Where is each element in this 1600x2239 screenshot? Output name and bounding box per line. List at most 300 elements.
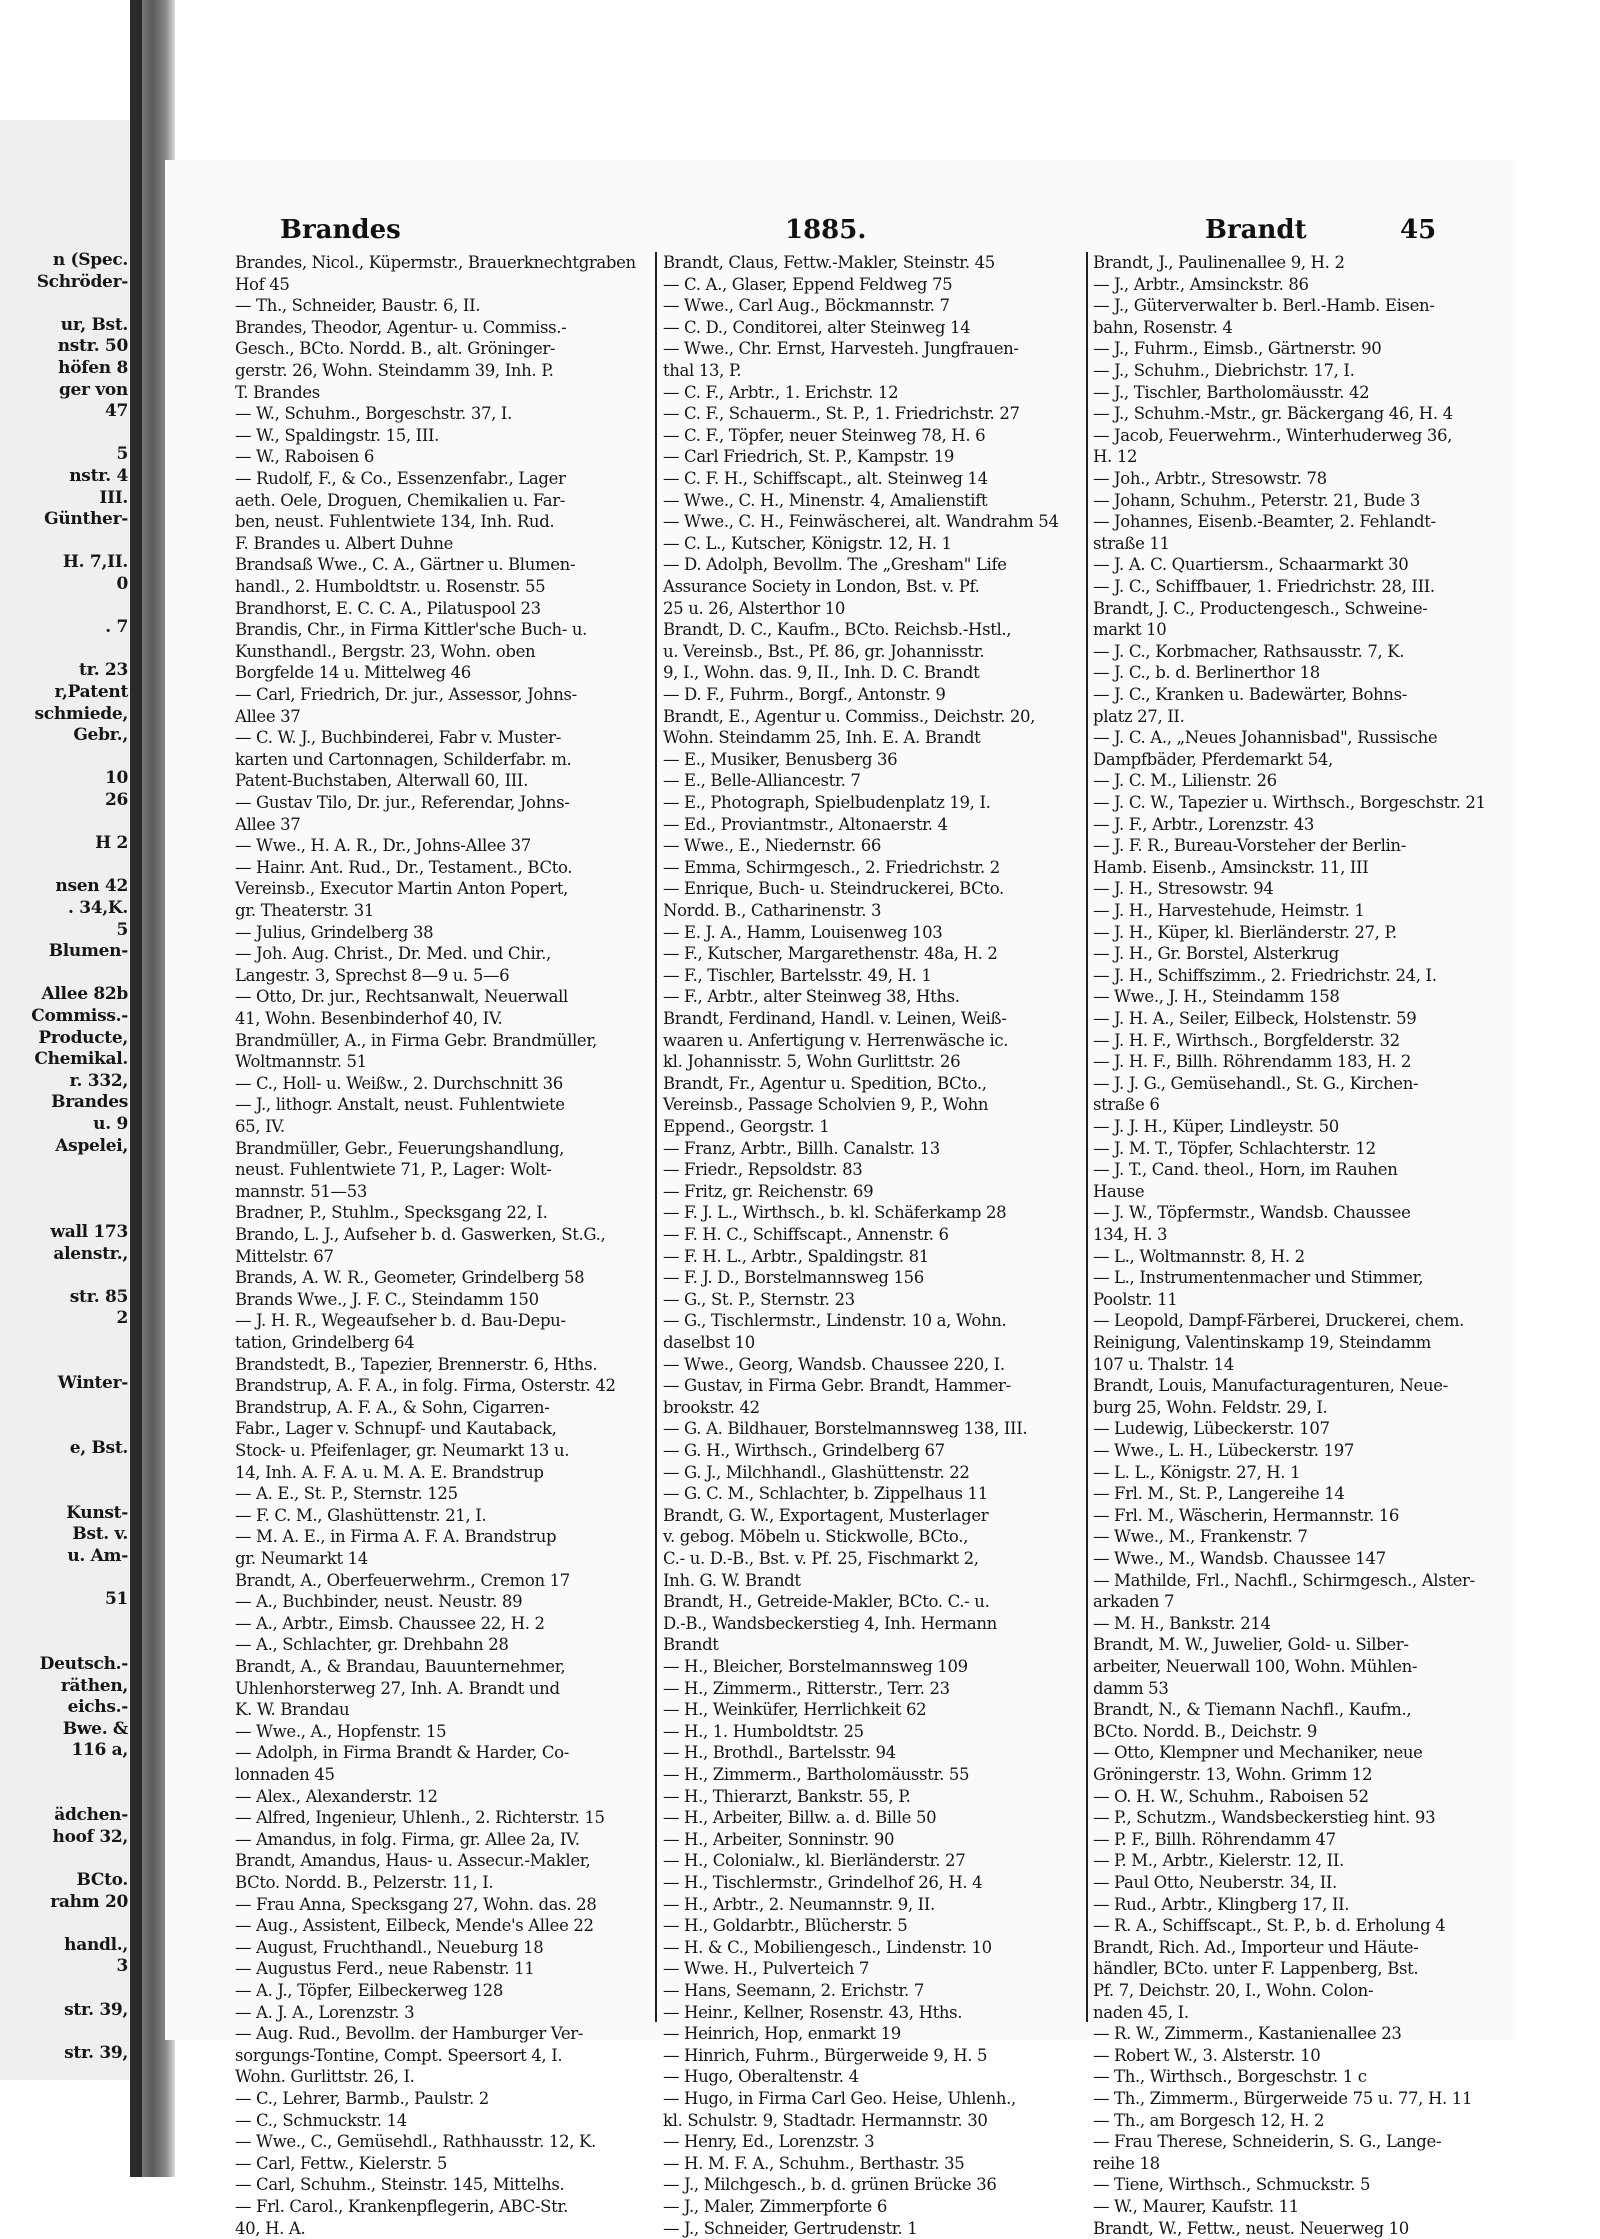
directory-entry-line: — H., Goldarbtr., Blücherstr. 5 xyxy=(663,1916,908,1936)
directory-entry-line: — Frau Anna, Specksgang 27, Wohn. das. 28 xyxy=(235,1894,597,1914)
directory-entry-line: — Amandus, in folg. Firma, gr. Allee 2a, IV. xyxy=(235,1829,580,1849)
previous-page-text: tr. 23 xyxy=(79,660,128,681)
directory-entry-line: Gesch., BCto. Nordd. B., alt. Gröninger- xyxy=(235,339,556,359)
directory-entry-line: — J. C. W., Tapezier u. Wirthsch., Borgeschstr. 21 xyxy=(1093,793,1486,812)
directory-entry-line: — Otto, Klempner und Mechaniker, neue xyxy=(1093,1743,1423,1763)
directory-entry-line: daselbst 10 xyxy=(663,1333,755,1352)
previous-page-text: str. 39, xyxy=(64,2042,128,2063)
directory-entry-line: — C. W. J., Buchbinderei, Fabr v. Muster- xyxy=(235,728,561,748)
directory-entry-line: — C. D., Conditorei, alter Steinweg 14 xyxy=(663,317,971,337)
directory-entry-line: — H., Zimmerm., Bartholomäusstr. 55 xyxy=(663,1765,970,1784)
directory-entry-line: Hause xyxy=(1093,1181,1145,1201)
directory-entry-line: — J. H. A., Seiler, Eilbeck, Holstenstr. 59 xyxy=(1093,1009,1417,1028)
directory-entry-line: — Gustav, in Firma Gebr. Brandt, Hammer- xyxy=(663,1376,1011,1396)
directory-entry-line: Brandt xyxy=(663,1635,719,1655)
directory-entry-line: BCto. Nordd. B., Deichstr. 9 xyxy=(1093,1721,1318,1741)
directory-entry-line: Wohn. Steindamm 25, Inh. E. A. Brandt xyxy=(663,728,981,748)
directory-entry-line: — J., Schneider, Gertrudenstr. 1 xyxy=(663,2218,918,2238)
previous-page-text: Günther- xyxy=(44,509,128,530)
directory-entry-line: — Wwe., M., Frankenstr. 7 xyxy=(1093,1527,1308,1547)
directory-entry-line: — Ludewig, Lübeckerstr. 107 xyxy=(1093,1419,1330,1439)
running-head-left: Brandes xyxy=(280,215,401,245)
directory-entry-line: — J. H. F., Billh. Röhrendamm 183, H. 2 xyxy=(1093,1052,1412,1072)
directory-entry-line: — J., Milchgesch., b. d. grünen Brücke 36 xyxy=(663,2175,997,2195)
directory-entry-line: — J., Schuhm., Diebrichstr. 17, I. xyxy=(1093,361,1355,380)
directory-entry-line: — H., Arbeiter, Billw. a. d. Bille 50 xyxy=(663,1808,937,1828)
directory-entry-line: Brandt, J. C., Productengesch., Schweine- xyxy=(1093,598,1428,618)
directory-entry-line: — W., Schuhm., Borgeschstr. 37, I. xyxy=(235,404,512,424)
directory-entry-line: — Jacob, Feuerwehrm., Winterhuderweg 36, xyxy=(1093,425,1453,445)
previous-page-text: nstr. 50 xyxy=(57,336,128,357)
directory-entry-line: — A., Arbtr., Eimsb. Chaussee 22, H. 2 xyxy=(235,1613,545,1633)
directory-entry-line: Mittelstr. 67 xyxy=(235,1246,334,1266)
directory-entry-line: — J. C. A., „Neues Johannisbad", Russische xyxy=(1093,728,1438,748)
previous-page-text: r,Patent xyxy=(54,682,128,702)
directory-entry-line: — F., Arbtr., alter Steinweg 38, Hths. xyxy=(663,987,960,1007)
directory-entry-line: — L., Woltmannstr. 8, H. 2 xyxy=(1093,1246,1305,1266)
previous-page-text: u. 9 xyxy=(93,1114,128,1134)
previous-page-text: handl., xyxy=(64,1934,128,1955)
previous-page-text: 5 xyxy=(116,444,128,465)
previous-page-text: nsen 42 xyxy=(55,876,128,897)
directory-entry-line: 107 u. Thalstr. 14 xyxy=(1093,1354,1234,1374)
directory-entry-line: waaren u. Anfertigung v. Herrenwäsche ic. xyxy=(663,1030,1009,1050)
directory-entry-line: — J. F., Arbtr., Lorenzstr. 43 xyxy=(1093,814,1315,834)
directory-entry-line: — J. T., Cand. theol., Horn, im Rauhen xyxy=(1093,1160,1398,1180)
directory-entry-line: — Robert W., 3. Alsterstr. 10 xyxy=(1093,2045,1321,2065)
directory-entry-line: — Wwe., A., Hopfenstr. 15 xyxy=(235,1721,447,1741)
directory-entry-line: — Aug., Assistent, Eilbeck, Mende's Allee 22 xyxy=(235,1916,594,1936)
directory-entry-line: — A., Schlachter, gr. Drehbahn 28 xyxy=(235,1635,509,1655)
column-3 xyxy=(1093,252,1505,2238)
directory-entry-line: — G. A. Bildhauer, Borstelmannsweg 138, III. xyxy=(663,1419,1028,1439)
previous-page-text: 51 xyxy=(104,1589,128,1610)
previous-page-text: e, Bst. xyxy=(69,1438,128,1458)
directory-entry-line: — Frau Therese, Schneiderin, S. G., Lange- xyxy=(1093,2132,1442,2152)
previous-page-text: . 34,K. xyxy=(67,898,128,918)
previous-page-text: str. 85 xyxy=(69,1286,128,1307)
directory-entry-line: — J. J. G., Gemüsehandl., St. G., Kirchen- xyxy=(1093,1073,1419,1093)
directory-entry-line: — F., Tischler, Bartelsstr. 49, H. 1 xyxy=(663,965,932,985)
directory-entry-line: Brandstrup, A. F. A., in folg. Firma, Osterstr. 42 xyxy=(235,1376,616,1396)
directory-entry-line: — Wwe., H. A. R., Dr., Johns-Allee 37 xyxy=(235,836,531,856)
directory-entry-line: — Friedr., Repsoldstr. 83 xyxy=(663,1160,863,1180)
directory-entry-line: — W., Maurer, Kaufstr. 11 xyxy=(1093,2197,1299,2216)
directory-entry-line: — A., Buchbinder, neust. Neustr. 89 xyxy=(235,1592,523,1612)
directory-entry-line: reihe 18 xyxy=(1093,2153,1160,2173)
directory-entry-line: Fabr., Lager v. Schnupf- und Kautaback, xyxy=(235,1419,557,1439)
directory-entry-line: — Th., Zimmerm., Bürgerweide 75 u. 77, H. 11 xyxy=(1093,2089,1473,2108)
directory-entry-line: — C. F., Schauerm., St. P., 1. Friedrichstr. 27 xyxy=(663,404,1020,424)
directory-entry-line: — J. C., Schiffbauer, 1. Friedrichstr. 28, III. xyxy=(1093,577,1435,596)
directory-entry-line: Vereinsb., Passage Scholvien 9, P., Wohn xyxy=(663,1095,989,1115)
directory-entry-line: Brandt, G. W., Exportagent, Musterlager xyxy=(663,1505,989,1525)
directory-entry-line: — H., Weinküfer, Herrlichkeit 62 xyxy=(663,1700,927,1720)
directory-entry-line: Brandstrup, A. F. A., & Sohn, Cigarren- xyxy=(235,1397,550,1417)
directory-entry-line: Wohn. Gurlittstr. 26, I. xyxy=(235,2067,415,2087)
directory-entry-line: C.- u. D.-B., Bst. v. Pf. 25, Fischmarkt 2, xyxy=(663,1549,979,1568)
directory-entry-line: — Frl. M., Wäscherin, Hermannstr. 16 xyxy=(1093,1505,1400,1525)
directory-entry-line: gr. Theaterstr. 31 xyxy=(235,901,375,920)
directory-entry-line: Brandt, Ferdinand, Handl. v. Leinen, Weiß- xyxy=(663,1009,1007,1028)
directory-entry-line: karten und Cartonnagen, Schilderfabr. m. xyxy=(235,749,572,769)
directory-entry-line: D.-B., Wandsbeckerstieg 4, Inh. Hermann xyxy=(663,1613,997,1633)
directory-entry-line: — Alfred, Ingenieur, Uhlenh., 2. Richterstr. 15 xyxy=(235,1808,605,1828)
directory-entry-line: — C. A., Glaser, Eppend Feldweg 75 xyxy=(663,274,953,294)
directory-entry-line: 134, H. 3 xyxy=(1093,1225,1168,1244)
directory-entry-line: — Adolph, in Firma Brandt & Harder, Co- xyxy=(235,1743,569,1763)
previous-page-text: r. 332, xyxy=(69,1070,128,1091)
directory-entry-line: — Wwe., C., Gemüsehdl., Rathhausstr. 12, K. xyxy=(235,2132,596,2152)
directory-entry-line: — H., Thierarzt, Bankstr. 55, P. xyxy=(663,1786,911,1806)
directory-entry-line: — Johann, Schuhm., Peterstr. 21, Bude 3 xyxy=(1093,490,1421,510)
directory-entry-line: Brandt, Rich. Ad., Importeur und Häute- xyxy=(1093,1937,1419,1957)
previous-page-text: Blumen- xyxy=(48,941,128,962)
directory-entry-line: Brands Wwe., J. F. C., Steindamm 150 xyxy=(235,1289,539,1309)
directory-entry-line: — Aug. Rud., Bevollm. der Hamburger Ver- xyxy=(235,2024,584,2044)
directory-entry-line: — Heinrich, Hop, enmarkt 19 xyxy=(663,2024,901,2044)
directory-entry-line: — Emma, Schirmgesch., 2. Friedrichstr. 2 xyxy=(663,857,1000,877)
directory-entry-line: gerstr. 26, Wohn. Steindamm 39, Inh. P. xyxy=(235,361,554,380)
previous-page-text: 3 xyxy=(116,1956,128,1977)
directory-entry-line: Brandhorst, E. C. C. A., Pilatuspool 23 xyxy=(235,598,541,618)
previous-page-text: höfen 8 xyxy=(58,358,128,378)
directory-entry-line: — Carl Friedrich, St. P., Kampstr. 19 xyxy=(663,447,955,467)
directory-entry-line: — H., Zimmerm., Ritterstr., Terr. 23 xyxy=(663,1678,950,1698)
previous-page-text: hoof 32, xyxy=(52,1826,128,1847)
directory-entry-line: — J. H. R., Wegeaufseher b. d. Bau-Depu- xyxy=(235,1311,566,1331)
directory-entry-line: — G. C. M., Schlachter, b. Zippelhaus 11 xyxy=(663,1484,988,1504)
directory-entry-line: — Hainr. Ant. Rud., Dr., Testament., BCto. xyxy=(235,857,573,877)
directory-entry-line: Brandmüller, A., in Firma Gebr. Brandmüller, xyxy=(235,1030,597,1050)
previous-page-text: räthen, xyxy=(60,1675,128,1696)
previous-page-text: ädchen- xyxy=(54,1805,128,1826)
directory-entry-line: — Frl. M., St. P., Langereihe 14 xyxy=(1093,1484,1345,1504)
directory-entry-line: — Julius, Grindelberg 38 xyxy=(235,922,434,942)
directory-entry-line: brookstr. 42 xyxy=(663,1397,760,1417)
directory-entry-line: — F. H. L., Arbtr., Spaldingstr. 81 xyxy=(663,1246,929,1266)
previous-page-text: Producte, xyxy=(38,1027,128,1048)
directory-entry-line: — J., Schuhm.-Mstr., gr. Bäckergang 46, H. 4 xyxy=(1093,404,1453,424)
directory-entry-line: — C. F., Töpfer, neuer Steinweg 78, H. 6 xyxy=(663,425,986,445)
directory-entry-line: Brandt, J., Paulinenallee 9, H. 2 xyxy=(1093,253,1345,272)
directory-entry-line: Bradner, P., Stuhlm., Specksgang 22, I. xyxy=(235,1203,548,1223)
directory-entry-line: — J. C., b. d. Berlinerthor 18 xyxy=(1093,663,1320,683)
directory-entry-line: — J., Güterverwalter b. Berl.-Hamb. Eisen- xyxy=(1093,296,1435,316)
directory-entry-line: — O. H. W., Schuhm., Raboisen 52 xyxy=(1093,1786,1369,1806)
directory-entry-line: mannstr. 51—53 xyxy=(235,1181,367,1201)
directory-entry-line: Brandt, Louis, Manufacturagenturen, Neue- xyxy=(1093,1376,1448,1396)
directory-entry-line: burg 25, Wohn. Feldstr. 29, I. xyxy=(1093,1397,1328,1417)
directory-entry-line: Nordd. B., Catharinenstr. 3 xyxy=(663,901,882,920)
previous-page-text: Bst. v. xyxy=(72,1524,128,1545)
previous-page-text: . 7 xyxy=(105,617,128,638)
directory-entry-line: — Franz, Arbtr., Billh. Canalstr. 13 xyxy=(663,1138,940,1158)
directory-entry-line: — H., Arbtr., 2. Neumannstr. 9, II. xyxy=(663,1894,935,1914)
directory-entry-line: — P. M., Arbtr., Kielerstr. 12, II. xyxy=(1093,1851,1344,1871)
directory-entry-line: — J., Fuhrm., Eimsb., Gärtnerstr. 90 xyxy=(1093,339,1382,359)
directory-entry-line: — Gustav Tilo, Dr. jur., Referendar, Johns- xyxy=(235,793,570,812)
directory-entry-line: Uhlenhorsterweg 27, Inh. A. Brandt und xyxy=(235,1678,560,1698)
directory-entry-line: — C., Holl- u. Weißw., 2. Durchschnitt 36 xyxy=(235,1073,563,1093)
book-binding-edge xyxy=(130,0,142,2177)
directory-entry-line: Hamb. Eisenb., Amsinckstr. 11, III xyxy=(1093,857,1369,877)
directory-entry-line: — E., Photograph, Spielbudenplatz 19, I. xyxy=(663,793,991,812)
directory-entry-line: — G. J., Milchhandl., Glashüttenstr. 22 xyxy=(663,1462,970,1482)
previous-page-text: u. Am- xyxy=(67,1546,128,1566)
directory-entry-line: — H., Colonialw., kl. Bierländerstr. 27 xyxy=(663,1851,966,1871)
directory-entry-line: naden 45, I. xyxy=(1093,2002,1189,2022)
directory-entry-line: BCto. Nordd. B., Pelzerstr. 11, I. xyxy=(235,1873,494,1892)
directory-entry-line: bahn, Rosenstr. 4 xyxy=(1093,317,1233,337)
directory-entry-line: — H., Arbeiter, Sonninstr. 90 xyxy=(663,1829,895,1849)
directory-entry-line: — F. J. L., Wirthsch., b. kl. Schäferkamp 28 xyxy=(663,1203,1007,1223)
directory-entry-line: Brandt, Fr., Agentur u. Spedition, BCto., xyxy=(663,1073,987,1093)
directory-entry-line: T. Brandes xyxy=(235,382,320,402)
directory-entry-line: Brandmüller, Gebr., Feuerungshandlung, xyxy=(235,1138,565,1158)
directory-entry-line: Brandt, D. C., Kaufm., BCto. Reichsb.-Hstl., xyxy=(663,620,1012,640)
previous-page-text: eichs.- xyxy=(67,1697,128,1718)
directory-entry-line: 14, Inh. A. F. A. u. M. A. E. Brandstrup xyxy=(235,1462,544,1482)
directory-entry-line: — J. H., Küper, kl. Bierländerstr. 27, P. xyxy=(1093,922,1397,942)
previous-page-text: Bwe. & xyxy=(62,1718,128,1739)
directory-entry-line: handl., 2. Humboldtstr. u. Rosenstr. 55 xyxy=(235,577,546,596)
directory-entry-line: — E. J. A., Hamm, Louisenweg 103 xyxy=(663,922,943,942)
directory-entry-line: — J., lithogr. Anstalt, neust. Fuhlentwiete xyxy=(235,1095,565,1115)
directory-entry-line: — A. J., Töpfer, Eilbeckerweg 128 xyxy=(235,1981,503,2000)
directory-entry-line: Brandes, Theodor, Agentur- u. Commiss.- xyxy=(235,317,567,337)
directory-entry-line: — Wwe., L. H., Lübeckerstr. 197 xyxy=(1093,1441,1355,1460)
previous-page-text: 10 xyxy=(104,768,128,789)
column-2 xyxy=(663,252,1075,2238)
directory-entry-line: — D. F., Fuhrm., Borgf., Antonstr. 9 xyxy=(663,685,946,704)
directory-entry-line: — J. J. H., Küper, Lindleystr. 50 xyxy=(1093,1117,1339,1136)
directory-entry-line: — A. E., St. P., Sternstr. 125 xyxy=(235,1484,458,1504)
directory-entry-line: — J. A. C. Quartiersm., Schaarmarkt 30 xyxy=(1093,555,1409,575)
directory-entry-line: — H., Tischlermstr., Grindelhof 26, H. 4 xyxy=(663,1873,983,1892)
directory-entry-line: neust. Fuhlentwiete 71, P., Lager: Wolt- xyxy=(235,1160,552,1180)
directory-entry-line: Assurance Society in London, Bst. v. Pf. xyxy=(663,577,980,596)
directory-entry-line: — Henry, Ed., Lorenzstr. 3 xyxy=(663,2132,875,2152)
directory-entry-line: — Mathilde, Frl., Nachfl., Schirmgesch., Alster- xyxy=(1093,1570,1475,1590)
directory-entry-line: — Wwe. H., Pulverteich 7 xyxy=(663,1959,870,1979)
directory-entry-line: — Paul Otto, Neuberstr. 34, II. xyxy=(1093,1873,1337,1892)
directory-entry-line: Brands, A. W. R., Geometer, Grindelberg 58 xyxy=(235,1268,585,1288)
directory-entry-line: — Enrique, Buch- u. Steindruckerei, BCto. xyxy=(663,879,1004,899)
previous-page-text: BCto. xyxy=(76,1870,128,1890)
directory-entry-line: Borgfelde 14 u. Mittelweg 46 xyxy=(235,663,471,683)
directory-entry-line: — D. Adolph, Bevollm. The „Gresham" Life xyxy=(663,555,1007,575)
directory-entry-line: — Wwe., Georg, Wandsb. Chaussee 220, I. xyxy=(663,1354,1005,1374)
directory-entry-line: — J. M. T., Töpfer, Schlachterstr. 12 xyxy=(1093,1138,1376,1158)
directory-entry-line: — F. H. C., Schiffscapt., Annenstr. 6 xyxy=(663,1225,949,1244)
previous-page-text: alenstr., xyxy=(53,1243,128,1264)
directory-entry-line: Brandes, Nicol., Küpermstr., Brauerknechtgraben xyxy=(235,253,636,272)
directory-entry-line: Allee 37 xyxy=(235,814,301,834)
previous-page-text: schmiede, xyxy=(34,703,128,724)
directory-entry-line: markt 10 xyxy=(1093,620,1167,640)
previous-page-text: Kunst- xyxy=(66,1502,128,1523)
previous-page-text: ger von xyxy=(58,379,128,400)
running-head-year: 1885. xyxy=(785,215,867,245)
directory-entry-line: Vereinsb., Executor Martin Anton Popert, xyxy=(235,879,568,899)
directory-entry-line: — J. C., Kranken u. Badewärter, Bohns- xyxy=(1093,685,1407,704)
directory-entry-line: Brandt, Amandus, Haus- u. Assecur.-Makler, xyxy=(235,1851,591,1871)
directory-entry-line: kl. Johannisstr. 5, Wohn Gurlittstr. 26 xyxy=(663,1052,961,1072)
directory-entry-line: — Frl. Carol., Krankenpflegerin, ABC-Str. xyxy=(235,2197,568,2216)
directory-entry-line: platz 27, II. xyxy=(1093,706,1185,726)
previous-page-text: Aspelei, xyxy=(55,1135,128,1156)
directory-entry-line: — Tiene, Wirthsch., Schmuckstr. 5 xyxy=(1093,2175,1371,2195)
directory-entry-line: — L. L., Königstr. 27, H. 1 xyxy=(1093,1462,1301,1482)
directory-entry-line: Kunsthandl., Bergstr. 23, Wohn. oben xyxy=(235,641,536,661)
directory-entry-line: händler, BCto. unter F. Lappenberg, Bst. xyxy=(1093,1959,1419,1979)
directory-entry-line: — H., Brothdl., Bartelsstr. 94 xyxy=(663,1743,896,1763)
directory-entry-line: — P., Schutzm., Wandsbeckerstieg hint. 93 xyxy=(1093,1808,1436,1828)
directory-entry-line: Gröningerstr. 13, Wohn. Grimm 12 xyxy=(1093,1765,1373,1784)
directory-entry-line: Brando, L. J., Aufseher b. d. Gaswerken, St.G., xyxy=(235,1225,606,1244)
directory-entry-line: — Th., am Borgesch 12, H. 2 xyxy=(1093,2110,1325,2130)
directory-entry-line: — J. H., Gr. Borstel, Alsterkrug xyxy=(1093,944,1339,964)
directory-entry-line: Inh. G. W. Brandt xyxy=(663,1570,801,1590)
directory-entry-line: Woltmannstr. 51 xyxy=(235,1052,367,1072)
directory-entry-line: — Wwe., M., Wandsb. Chaussee 147 xyxy=(1093,1549,1386,1568)
directory-entry-line: — M. H., Bankstr. 214 xyxy=(1093,1613,1271,1633)
directory-entry-line: — C., Lehrer, Barmb., Paulstr. 2 xyxy=(235,2089,489,2108)
directory-entry-line: — C. F., Arbtr., 1. Erichstr. 12 xyxy=(663,382,899,402)
directory-entry-line: 65, IV. xyxy=(235,1117,285,1136)
directory-entry-line: — Wwe., J. H., Steindamm 158 xyxy=(1093,987,1340,1007)
directory-entry-line: u. Vereinsb., Bst., Pf. 86, gr. Johannisstr. xyxy=(663,641,985,661)
directory-entry-line: — Wwe., Carl Aug., Böckmannstr. 7 xyxy=(663,296,950,316)
directory-entry-line: — Rud., Arbtr., Klingberg 17, II. xyxy=(1093,1894,1350,1914)
directory-entry-line: — Rudolf, F., & Co., Essenzenfabr., Lager xyxy=(235,469,566,488)
directory-entry-line: — J. W., Töpfermstr., Wandsb. Chaussee xyxy=(1093,1203,1411,1223)
directory-entry-line: — Joh. Aug. Christ., Dr. Med. und Chir., xyxy=(235,944,551,964)
directory-entry-line: — L., Instrumentenmacher und Stimmer, xyxy=(1093,1268,1424,1288)
directory-entry-line: — G. H., Wirthsch., Grindelberg 67 xyxy=(663,1441,945,1460)
column-1 xyxy=(235,252,647,2238)
previous-page-text: 47 xyxy=(104,401,128,422)
directory-entry-line: Brandt, E., Agentur u. Commiss., Deichstr. 20, xyxy=(663,706,1036,726)
directory-entry-line: — C., Schmuckstr. 14 xyxy=(235,2110,407,2130)
directory-entry-line: — J. H., Harvestehude, Heimstr. 1 xyxy=(1093,901,1365,920)
column-rule-2 xyxy=(1086,252,1088,2022)
previous-page-text: Schröder- xyxy=(36,271,128,292)
directory-entry-line: K. W. Brandau xyxy=(235,1700,350,1720)
directory-entry-line: — H. & C., Mobiliengesch., Lindenstr. 10 xyxy=(663,1937,992,1957)
directory-entry-line: arbeiter, Neuerwall 100, Wohn. Mühlen- xyxy=(1093,1657,1418,1676)
directory-entry-line: — E., Musiker, Benusberg 36 xyxy=(663,749,898,769)
directory-entry-line: Brandt, N., & Tiemann Nachfl., Kaufm., xyxy=(1093,1700,1412,1720)
directory-entry-line: aeth. Oele, Droguen, Chemikalien u. Far- xyxy=(235,490,566,510)
directory-entry-line: — J. H. F., Wirthsch., Borgfelderstr. 32 xyxy=(1093,1030,1400,1050)
directory-entry-line: v. gebog. Möbeln u. Stickwolle, BCto., xyxy=(663,1527,968,1547)
directory-entry-line: F. Brandes u. Albert Duhne xyxy=(235,533,454,553)
directory-entry-line: — F., Kutscher, Margarethenstr. 48a, H. 2 xyxy=(663,944,998,964)
directory-entry-line: — F. J. D., Borstelmannsweg 156 xyxy=(663,1268,924,1288)
previous-page-text: H 2 xyxy=(95,833,128,854)
directory-entry-line: — J. C., Korbmacher, Rathsausstr. 7, K. xyxy=(1093,641,1405,661)
previous-page-text: H. 7,II. xyxy=(62,552,128,573)
directory-entry-line: — Ed., Proviantmstr., Altonaerstr. 4 xyxy=(663,814,948,834)
directory-entry-line: 9, I., Wohn. das. 9, II., Inh. D. C. Brandt xyxy=(663,663,980,683)
directory-entry-line: Dampfbäder, Pferdemarkt 54, xyxy=(1093,749,1333,769)
directory-entry-line: — Th., Schneider, Baustr. 6, II. xyxy=(235,296,481,316)
directory-entry-line: Reinigung, Valentinskamp 19, Steindamm xyxy=(1093,1333,1431,1352)
directory-entry-line: Pf. 7, Deichstr. 20, I., Wohn. Colon- xyxy=(1093,1981,1374,2000)
directory-entry-line: — Leopold, Dampf-Färberei, Druckerei, chem. xyxy=(1093,1311,1465,1331)
directory-entry-line: — J. H., Schiffszimm., 2. Friedrichstr. 24, I. xyxy=(1093,965,1437,985)
directory-entry-line: — Carl, Schuhm., Steinstr. 145, Mittelhs. xyxy=(235,2175,565,2195)
directory-entry-line: — H., Bleicher, Borstelmannsweg 109 xyxy=(663,1657,968,1676)
previous-page-text: 116 a, xyxy=(71,1740,128,1761)
directory-entry-line: — H. M. F. A., Schuhm., Berthastr. 35 xyxy=(663,2153,965,2173)
directory-entry-line: Stock- u. Pfeifenlager, gr. Neumarkt 13 u. xyxy=(235,1441,570,1460)
directory-entry-line: — Hinrich, Fuhrm., Bürgerweide 9, H. 5 xyxy=(663,2045,988,2065)
directory-entry-line: Brandt, H., Getreide-Makler, BCto. C.- u. xyxy=(663,1592,990,1612)
column-rule-1 xyxy=(655,252,657,2022)
directory-entry-line: — J. F. R., Bureau-Vorsteher der Berlin- xyxy=(1093,836,1406,856)
directory-entry-line: Brandt, W., Fettw., neust. Neuerweg 10 xyxy=(1093,2218,1409,2238)
directory-entry-line: — E., Belle-Alliancestr. 7 xyxy=(663,771,861,791)
directory-entry-line: Brandis, Chr., in Firma Kittler'sche Buch- u. xyxy=(235,620,588,640)
directory-entry-line: — M. A. E., in Firma A. F. A. Brandstrup xyxy=(235,1527,557,1547)
directory-entry-line: — P. F., Billh. Röhrendamm 47 xyxy=(1093,1829,1336,1849)
directory-entry-line: Poolstr. 11 xyxy=(1093,1289,1178,1309)
directory-entry-line: — J., Arbtr., Amsinckstr. 86 xyxy=(1093,274,1309,294)
previous-page-fragment xyxy=(0,120,130,2080)
directory-entry-line: — W., Raboisen 6 xyxy=(235,447,374,467)
directory-entry-line: — Hugo, in Firma Carl Geo. Heise, Uhlenh., xyxy=(663,2089,1016,2108)
directory-entry-line: — Augustus Ferd., neue Rabenstr. 11 xyxy=(235,1959,535,1979)
directory-entry-line: tation, Grindelberg 64 xyxy=(235,1333,415,1352)
previous-page-text: str. 39, xyxy=(64,1999,128,2020)
directory-entry-line: — Hans, Seemann, 2. Erichstr. 7 xyxy=(663,1981,924,2000)
directory-entry-line: arkaden 7 xyxy=(1093,1592,1175,1612)
previous-page-text: 0 xyxy=(116,574,128,594)
directory-entry-line: — Th., Wirthsch., Borgeschstr. 1 c xyxy=(1093,2067,1367,2087)
directory-entry-line: Patent-Buchstaben, Alterwall 60, III. xyxy=(235,771,528,791)
directory-entry-line: straße 6 xyxy=(1093,1095,1160,1115)
directory-entry-line: — H., 1. Humboldtstr. 25 xyxy=(663,1721,864,1741)
previous-page-text: ur, Bst. xyxy=(60,314,128,335)
directory-entry-line: — W., Spaldingstr. 15, III. xyxy=(235,425,440,445)
directory-entry-line: — C. L., Kutscher, Königstr. 12, H. 1 xyxy=(663,533,952,553)
directory-entry-line: Brandt, A., Oberfeuerwehrm., Cremon 17 xyxy=(235,1570,570,1590)
directory-entry-line: — Hugo, Oberaltenstr. 4 xyxy=(663,2067,859,2087)
directory-entry-line: — Joh., Arbtr., Stresowstr. 78 xyxy=(1093,469,1327,488)
directory-entry-line: — August, Fruchthandl., Neueburg 18 xyxy=(235,1937,544,1957)
previous-page-text: 26 xyxy=(104,790,128,810)
directory-entry-line: — Wwe., C. H., Minenstr. 4, Amalienstift xyxy=(663,490,988,510)
directory-entry-line: — A. J. A., Lorenzstr. 3 xyxy=(235,2002,415,2022)
directory-entry-line: — Wwe., C. H., Feinwäscherei, alt. Wandrahm 54 xyxy=(663,512,1059,532)
previous-page-text: Winter- xyxy=(57,1373,128,1394)
directory-entry-line: Brandsaß Wwe., C. A., Gärtner u. Blumen- xyxy=(235,555,576,575)
previous-page-text: 5 xyxy=(116,919,128,940)
directory-entry-line: Hof 45 xyxy=(235,274,290,294)
directory-entry-line: damm 53 xyxy=(1093,1678,1169,1698)
running-head-right: Brandt xyxy=(1205,215,1307,245)
previous-page-text: III. xyxy=(99,487,128,508)
directory-entry-line: thal 13, P. xyxy=(663,361,742,380)
directory-entry-line: H. 12 xyxy=(1093,447,1138,467)
directory-entry-line: — Wwe., E., Niedernstr. 66 xyxy=(663,836,881,856)
directory-entry-line: Allee 37 xyxy=(235,706,301,726)
directory-entry-line: gr. Neumarkt 14 xyxy=(235,1549,368,1568)
directory-entry-line: — F. C. M., Glashüttenstr. 21, I. xyxy=(235,1505,487,1525)
